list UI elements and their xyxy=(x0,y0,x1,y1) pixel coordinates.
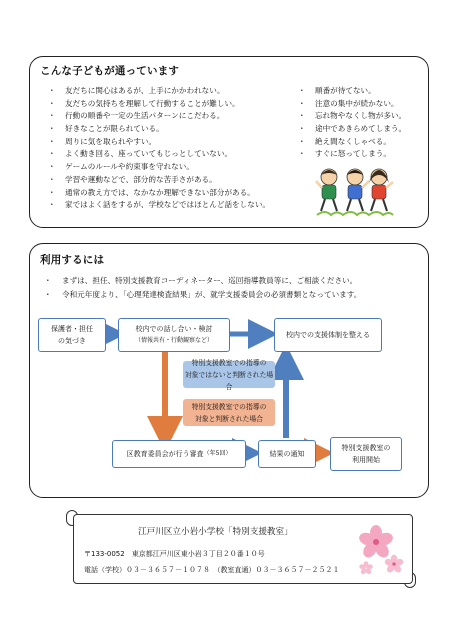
section-title-children: こんな子どもが通っています xyxy=(40,65,180,77)
target-callout xyxy=(183,399,275,426)
bullet-mark: ・ xyxy=(48,98,56,108)
board-review-box xyxy=(112,440,246,468)
list-item-text: 途中であきらめてしまう。 xyxy=(315,124,407,134)
bullet-mark: ・ xyxy=(298,98,306,108)
bullet-mark: ・ xyxy=(44,290,52,299)
start-box-line2: 利用開始 xyxy=(352,456,380,464)
list-item-text: よく動き回る、座っていてもじっとしていない。 xyxy=(65,149,233,159)
bullet-mark: ・ xyxy=(48,111,56,121)
school-phone: 電話（学校）０３－３６５７－１０７８ （教室直通）０３－３６５７－２５２１ xyxy=(84,566,340,574)
not-target-line1: 特別支援教室での指導の xyxy=(191,358,267,367)
support-system-box xyxy=(274,318,382,352)
bullet-mark: ・ xyxy=(298,136,306,146)
list-item-text: まずは、担任、特別支援教育コーディネーター、巡回指導教員等に、ご相談ください。 xyxy=(62,276,358,285)
bullet-mark: ・ xyxy=(298,149,306,159)
not-target-line2: 対象ではないと判断された場合 xyxy=(184,370,274,391)
list-item-text: ゲームのルールや約束事を守れない。 xyxy=(65,162,194,172)
usage-start-box xyxy=(330,437,402,471)
review-box-note: （年5回） xyxy=(203,450,232,457)
bullet-mark: ・ xyxy=(48,124,56,134)
bullet-mark: ・ xyxy=(48,149,56,159)
list-item-text: 学習や運動などで、部分的な苦手さがある。 xyxy=(65,174,217,184)
bullet-mark: ・ xyxy=(298,124,306,134)
list-item-text: 令和元年度より、「心理発達検査結果」が、就学支援委員会の必須書類となっています。 xyxy=(62,290,362,299)
list-item-text: 友だちに関心はあるが、上手にかかわれない。 xyxy=(65,86,225,95)
bullet-mark: ・ xyxy=(298,86,306,95)
target-line2: 対象と判断された場合 xyxy=(195,414,263,423)
review-box-main: 区教育委員会が行う審査 xyxy=(126,450,204,458)
bullet-mark: ・ xyxy=(48,86,56,95)
list-item-text: 行動の順番や一定の生活パターンにこだわる。 xyxy=(65,111,225,121)
result-notice-box xyxy=(258,440,316,468)
cherry-blossom-illustration xyxy=(358,524,406,576)
list-item-text: 順番が待てない。 xyxy=(315,86,376,95)
start-box-line1: 特別支援教室の xyxy=(341,444,391,452)
bullet-mark: ・ xyxy=(44,276,52,285)
bullet-mark: ・ xyxy=(48,162,56,172)
support-system-text: 校内での支援体制を整える xyxy=(286,331,370,339)
list-item-text: 注意の集中が続かない。 xyxy=(315,98,399,108)
list-item-text: 友だちの気持ちを理解して行動することが難しい。 xyxy=(65,98,240,108)
list-item-text: 周りに気を取られやすい。 xyxy=(65,136,157,146)
list-item-text: 好きなことが限られている。 xyxy=(65,124,164,134)
bullet-mark: ・ xyxy=(48,187,56,197)
guardian-box-line1: 保護者・担任 xyxy=(51,325,93,333)
school-discussion-box xyxy=(118,318,230,352)
not-target-callout xyxy=(183,358,275,391)
section-title-usage: 利用するには xyxy=(40,254,105,266)
list-item-text: 絶え間なくしゃべる。 xyxy=(315,136,391,146)
school-name: 江戸川区立小岩小学校「特別支援教室」 xyxy=(138,527,293,537)
list-item-text: すぐに怒ってしまう。 xyxy=(315,149,391,159)
bullet-mark: ・ xyxy=(48,174,56,184)
list-item-text: 忘れ物やなくし物が多い。 xyxy=(315,111,407,121)
school-address: 〒133-0052 東京都江戸川区東小岩３丁目２０番１０号 xyxy=(84,550,265,558)
guardian-box-line2: の気づき xyxy=(58,337,86,345)
discussion-box-line2: （情報共有・行動観察など） xyxy=(134,337,213,344)
guardian-awareness-box xyxy=(38,318,106,352)
bullet-mark: ・ xyxy=(48,136,56,146)
discussion-box-line1: 校内での話し合い・検討 xyxy=(135,325,213,333)
list-item-text: 家ではよく話をするが、学校などではほとんど話をしない。 xyxy=(65,200,271,210)
target-line1: 特別支援教室での指導の xyxy=(191,402,267,411)
bullet-mark: ・ xyxy=(298,111,306,121)
notice-text: 結果の通知 xyxy=(269,450,305,458)
bullet-mark: ・ xyxy=(48,200,56,210)
list-item-text: 通常の教え方では、なかなか理解できない部分がある。 xyxy=(65,187,255,197)
